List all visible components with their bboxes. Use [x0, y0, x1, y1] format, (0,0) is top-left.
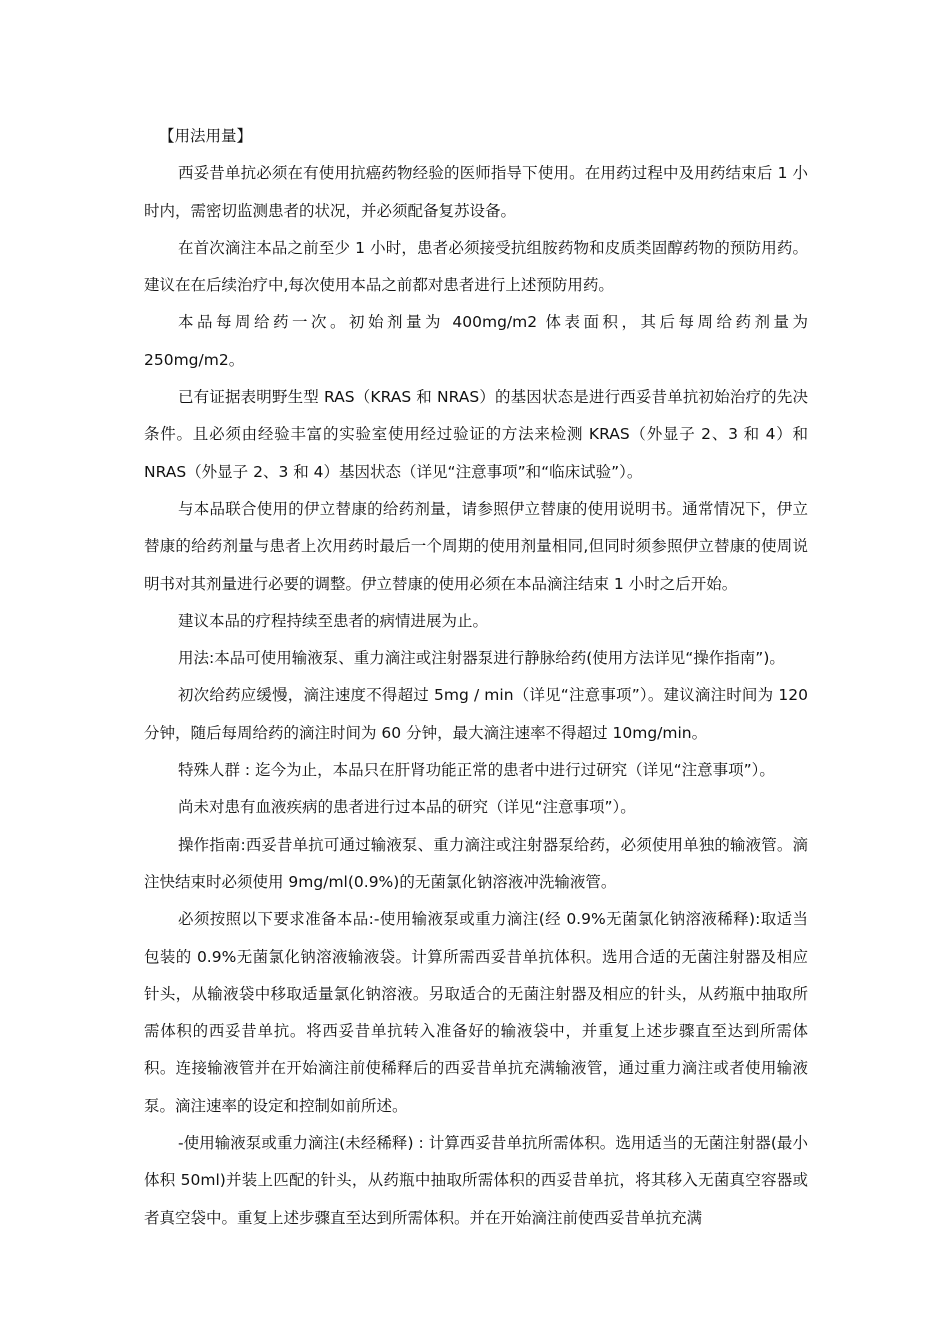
- document-body: [144, 118, 808, 1237]
- paragraph-premedication: 在首次滴注本品之前至少 1 小时，患者必须接受抗组胺药物和皮质类固醇药物的预防用药。建议在在后续治疗中,每次使用本品之前都对患者进行上述预防用药。: [144, 238, 808, 295]
- paragraph-diluted-preparation: 必须按照以下要求准备本品:-使用输液泵或重力滴注(经 0.9%无菌氯化钠溶液稀释):取适当包装的 0.9%无菌氯化钠溶液输液袋。计算所需西妥昔单抗体积。选用合适的无菌注射器及相应针头，从输液袋中移取适量氯化钠溶液。另取适合的无菌注射器及相应的针头，从药瓶中抽取所需体积的西妥昔单抗。将西妥昔单抗转入准备好的输液袋中，并重复上述步骤直至达到所需体积。连接输液管并在开始滴注前使稀释后的西妥昔单抗充满输液管，通过重力滴注或者使用输液泵。滴注速率的设定和控制如前所述。: [144, 910, 808, 1115]
- paragraph-infusion-rate: 初次给药应缓慢，滴注速度不得超过 5mg / min（详见“注意事项”）。建议滴注时间为 120 分钟，随后每周给药的滴注时间为 60 分钟，最大滴注速率不得超过 10mg/min。: [144, 686, 808, 742]
- section-heading: 【用法用量】: [159, 127, 253, 145]
- paragraph-irinotecan: 与本品联合使用的伊立替康的给药剂量，请参照伊立替康的使用说明书。通常情况下，伊立替康的给药剂量与患者上次用药时最后一个周期的使用剂量相同,但同时须参照伊立替康的使周说明书对其剂量进行必要的调整。伊立替康的使用必须在本品滴注结束 1 小时之后开始。: [144, 499, 808, 593]
- paragraph-blood-disorders: 尚未对患有血液疾病的患者进行过本品的研究（详见“注意事项”）。: [178, 798, 636, 817]
- paragraph-operation-guide: 操作指南:西妥昔单抗可通过输液泵、重力滴注或注射器泵给药，必须使用单独的输液管。滴注快结束时必须使用 9mg/ml(0.9%)的无菌氯化钠溶液冲洗输液管。: [144, 835, 808, 891]
- paragraph-special-populations: 特殊人群 : 迄今为止，本品只在肝肾功能正常的患者中进行过研究（详见“注意事项”）。: [178, 761, 775, 780]
- paragraph-administration: 用法:本品可使用输液泵、重力滴注或注射器泵进行静脉给药(使用方法详见“操作指南”)。: [178, 649, 785, 668]
- paragraph-ras-status: 已有证据表明野生型 RAS（KRAS 和 NRAS）的基因状态是进行西妥昔单抗初始治疗的先决条件。且必须由经验丰富的实验室使用经过验证的方法来检测 KRAS（外显子 2、3 和 4）和 NRAS（外显子 2、3 和 4）基因状态（详见“注意事项”和“临床试验”）。: [144, 388, 808, 481]
- paragraph-undiluted-preparation: -使用输液泵或重力滴注(未经稀释) : 计算西妥昔单抗所需体积。选用适当的无菌注射器(最小体积 50ml)并装上匹配的针头，从药瓶中抽取所需体积的西妥昔单抗，将其移入无菌真空容器或者真空袋中。重复上述步骤直至达到所需体积。并在开始滴注前使西妥昔单抗充满: [144, 1134, 808, 1227]
- paragraph-duration: 建议本品的疗程持续至患者的病情进展为止。: [178, 611, 489, 630]
- paragraph-dosage: 本品每周给药一次。初始剂量为 400mg/m2 体表面积，其后每周给药剂量为 250mg/m2。: [144, 313, 808, 369]
- paragraph-supervision: 西妥昔单抗必须在有使用抗癌药物经验的医师指导下使用。在用药过程中及用药结束后 1 小时内，需密切监测患者的状况，并必须配备复苏设备。: [144, 164, 808, 220]
